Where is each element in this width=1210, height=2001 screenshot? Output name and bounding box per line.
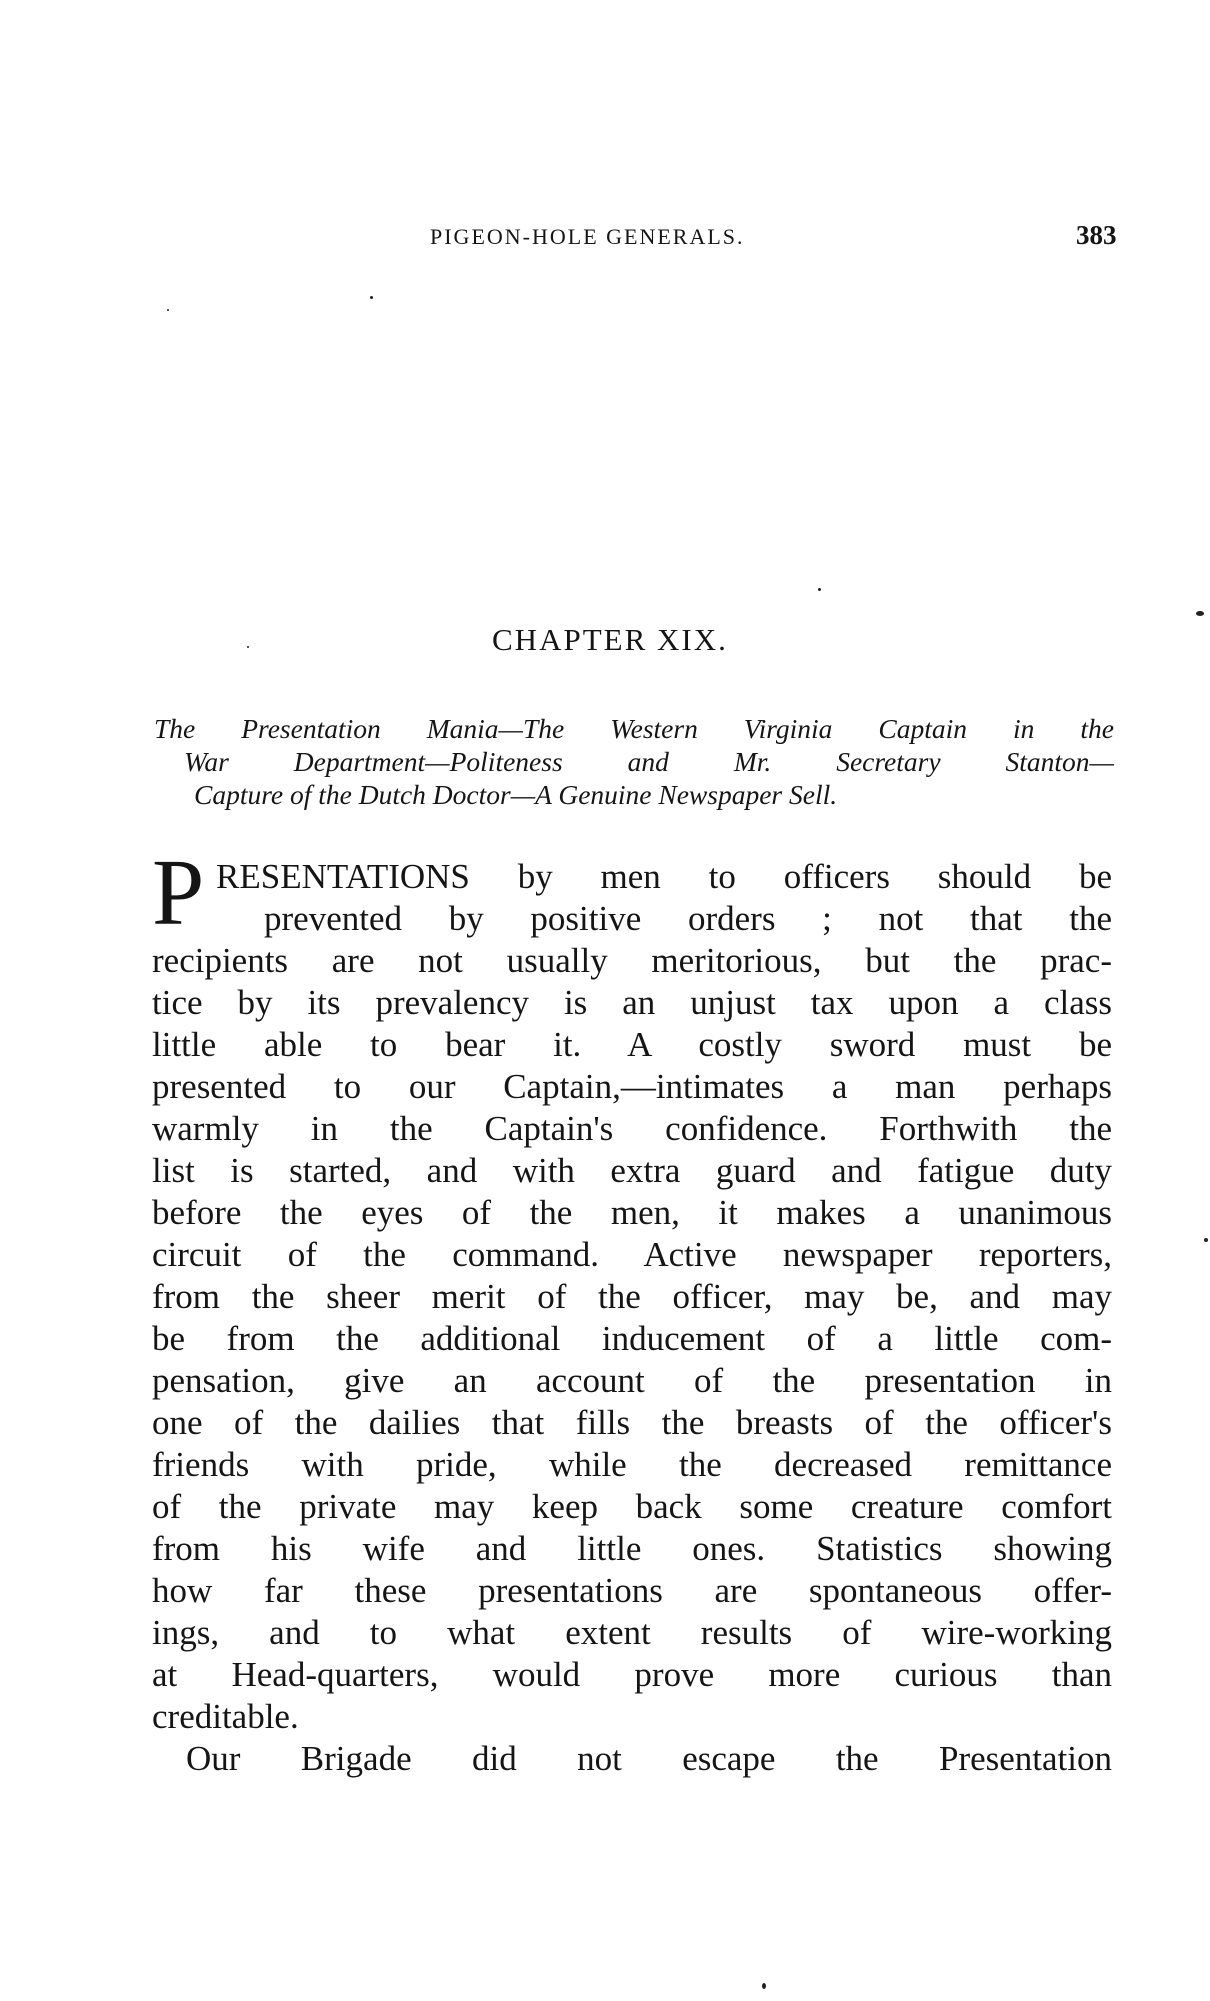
text-line: from his wife and little ones. Statistics showing	[152, 1529, 1112, 1568]
chapter-summary	[150, 712, 1118, 811]
text-line: friends with pride, while the decreased remittance	[152, 1445, 1112, 1484]
text-line: RESENTATIONS by men to officers should be	[216, 857, 1112, 896]
text-line: one of the dailies that fills the breasts of the officer's	[152, 1403, 1112, 1442]
summary-line: War Department—Politeness and Mr. Secretary Stanton—	[184, 746, 1114, 777]
text-line: creditable.	[152, 1697, 299, 1736]
print-speck	[818, 588, 821, 591]
page-number: 383	[1076, 220, 1117, 250]
text-line: list is started, and with extra guard and fatigue duty	[152, 1151, 1112, 1190]
text-line: presented to our Captain,—intimates a man perhaps	[152, 1067, 1112, 1106]
text-line: how far these presentations are spontaneous offer-	[152, 1571, 1112, 1610]
text-line: of the private may keep back some creature comfort	[152, 1487, 1112, 1526]
print-speck	[370, 296, 373, 299]
body-text	[152, 856, 1112, 1780]
drop-cap: P	[152, 841, 205, 945]
text-line: pensation, give an account of the presentation in	[152, 1361, 1112, 1400]
running-head-title: PIGEON-HOLE GENERALS.	[430, 224, 745, 249]
summary-line: Capture of the Dutch Doctor—A Genuine Newspaper Sell.	[194, 779, 838, 810]
text-line: from the sheer merit of the officer, may be, and may	[152, 1277, 1112, 1316]
print-speck	[1204, 1238, 1208, 1242]
print-speck	[167, 309, 169, 311]
text-line: little able to bear it. A costly sword must be	[152, 1025, 1112, 1064]
print-speck	[762, 1983, 766, 1989]
text-line: Our Brigade did not escape the Presentation	[186, 1739, 1112, 1778]
text-line: be from the additional inducement of a little com-	[152, 1319, 1112, 1358]
text-line: circuit of the command. Active newspaper reporters,	[152, 1235, 1112, 1274]
text-line: recipients are not usually meritorious, but the prac-	[152, 941, 1112, 980]
summary-line: The Presentation Mania—The Western Virginia Captain in the	[154, 713, 1114, 744]
text-line: at Head-quarters, would prove more curious than	[152, 1655, 1112, 1694]
print-speck	[247, 646, 249, 648]
text-line: tice by its prevalency is an unjust tax upon a class	[152, 983, 1112, 1022]
print-speck	[1196, 611, 1204, 616]
text-line: warmly in the Captain's confidence. Forthwith the	[152, 1109, 1112, 1148]
text-line: ings, and to what extent results of wire-working	[152, 1613, 1112, 1652]
text-line: prevented by positive orders ; not that the	[264, 899, 1112, 938]
chapter-title: CHAPTER XIX.	[492, 622, 728, 657]
text-line: before the eyes of the men, it makes a unanimous	[152, 1193, 1112, 1232]
